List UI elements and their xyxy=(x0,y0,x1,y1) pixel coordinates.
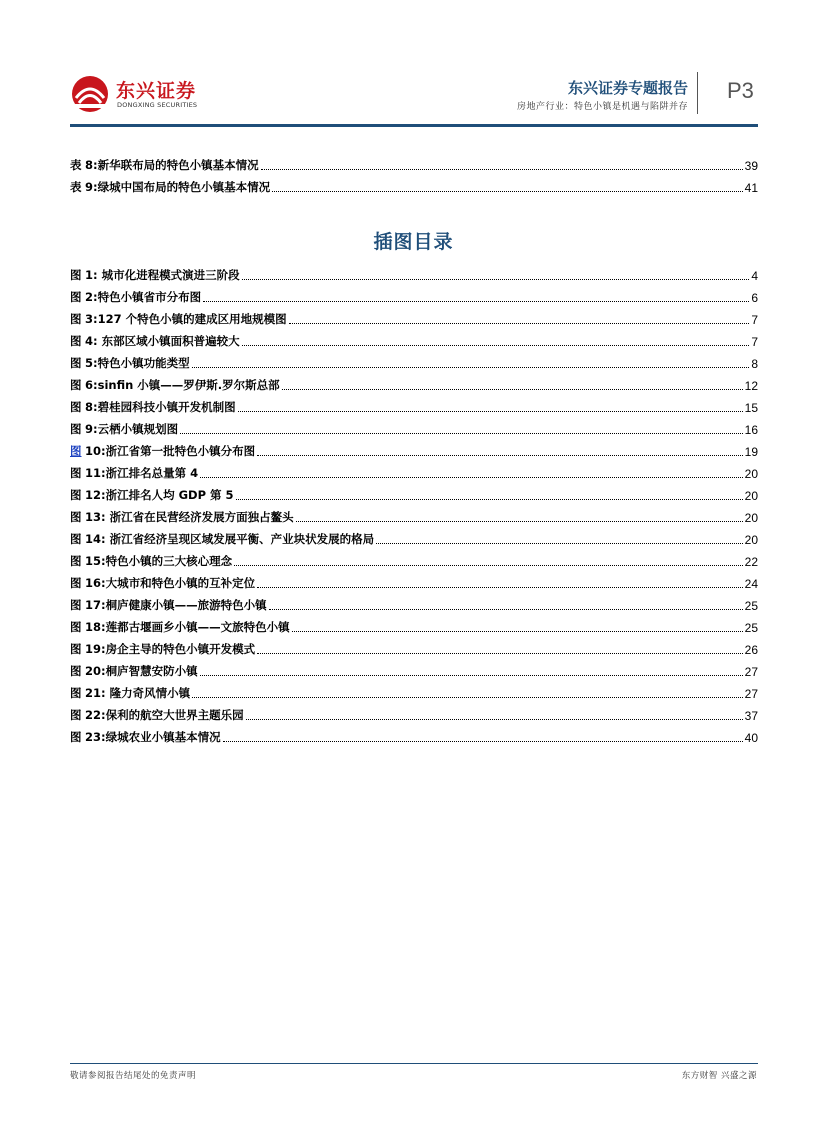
toc-entry-label xyxy=(70,399,236,415)
toc-entry-label xyxy=(70,531,374,547)
toc-entry-title: 6:sinfin 小镇——罗伊斯.罗尔斯总部 xyxy=(85,378,280,392)
toc-entry-title: 14: 浙江省经济呈现区域发展平衡、产业块状发展的格局 xyxy=(85,532,375,546)
toc-entry[interactable] xyxy=(70,723,758,745)
toc-dot-leader xyxy=(203,301,749,302)
toc-entry[interactable] xyxy=(70,481,758,503)
toc-entry-label xyxy=(70,707,244,723)
toc-entry-prefix: 图 xyxy=(70,598,82,612)
toc-entry-title: 13: 浙江省在民营经济发展方面独占鳌头 xyxy=(85,510,294,524)
toc-dot-leader xyxy=(261,169,743,170)
toc-entry[interactable] xyxy=(70,327,758,349)
toc-entry-prefix: 图 xyxy=(70,642,82,656)
toc-entry-label xyxy=(70,311,287,327)
toc-entry-label xyxy=(70,179,270,195)
toc-dot-leader xyxy=(234,565,743,566)
toc-dot-leader xyxy=(257,455,743,456)
toc-entry-title: 10:浙江省第一批特色小镇分布图 xyxy=(85,444,256,458)
toc-dot-leader xyxy=(192,367,750,368)
toc-entry-prefix: 图 xyxy=(70,268,82,282)
toc-entry-prefix: 图 xyxy=(70,620,82,634)
report-title: 东兴证券专题报告 xyxy=(567,79,688,97)
toc-entry-label xyxy=(70,443,255,459)
toc-entry-label xyxy=(70,575,255,591)
toc-entry[interactable] xyxy=(70,173,758,195)
toc-dot-leader xyxy=(192,697,743,698)
toc-entry-title: 8:碧桂园科技小镇开发机制图 xyxy=(85,400,236,414)
toc-entry-title: 15:特色小镇的三大核心理念 xyxy=(85,554,233,568)
toc-entry[interactable] xyxy=(70,349,758,371)
toc-entry-page: 41 xyxy=(744,181,758,195)
report-subtitle: 房地产行业：特色小镇是机遇与陷阱并存 xyxy=(516,102,688,112)
toc-entry-page: 20 xyxy=(744,533,758,547)
toc-entry-page: 19 xyxy=(744,445,758,459)
toc-entry[interactable] xyxy=(70,679,758,701)
toc-entry[interactable] xyxy=(70,305,758,327)
toc-entry-prefix: 图 xyxy=(70,488,82,502)
toc-entry-prefix: 图 xyxy=(70,312,82,326)
toc-entry-page: 20 xyxy=(744,489,758,503)
toc-dot-leader xyxy=(289,323,750,324)
footer-disclaimer: 敬请参阅报告结尾处的免责声明 xyxy=(70,1071,197,1081)
toc-entry-label xyxy=(70,487,234,503)
company-logo xyxy=(70,74,200,114)
toc-entry-label xyxy=(70,421,178,437)
toc-entry-prefix: 图 xyxy=(70,510,82,524)
toc-dot-leader xyxy=(272,191,743,192)
toc-entry-label xyxy=(70,267,240,283)
toc-entry[interactable] xyxy=(70,613,758,635)
toc-entry-title: 23:绿城农业小镇基本情况 xyxy=(85,730,221,744)
toc-entry-prefix: 表 xyxy=(70,158,82,172)
toc-entry-page: 24 xyxy=(744,577,758,591)
footer-slogan: 东方财智 兴盛之源 xyxy=(681,1071,757,1081)
toc-entry[interactable] xyxy=(70,371,758,393)
toc-entry[interactable] xyxy=(70,547,758,569)
toc-entry-title: 1: 城市化进程模式演进三阶段 xyxy=(85,268,240,282)
toc-dot-leader xyxy=(292,631,743,632)
toc-entry[interactable] xyxy=(70,151,758,173)
toc-entry-page: 7 xyxy=(751,335,758,349)
toc-entry-title: 12:浙江排名人均 GDP 第 5 xyxy=(85,488,234,502)
toc-entry-title: 20:桐庐智慧安防小镇 xyxy=(85,664,198,678)
toc-entry-prefix: 图 xyxy=(70,730,82,744)
toc-entry-prefix: 图 xyxy=(70,532,82,546)
toc-dot-leader xyxy=(180,433,743,434)
footer-rule xyxy=(70,1063,758,1064)
toc-entry-label xyxy=(70,333,240,349)
toc-entry-title: 2:特色小镇省市分布图 xyxy=(85,290,202,304)
toc-entry-label xyxy=(70,377,280,393)
toc-dot-leader xyxy=(238,411,743,412)
toc-dot-leader xyxy=(282,389,743,390)
header-rule xyxy=(70,124,758,127)
toc-entry-label xyxy=(70,597,267,613)
tables-toc xyxy=(70,151,758,195)
toc-entry-page: 39 xyxy=(744,159,758,173)
toc-entry-title: 18:莲都古堰画乡小镇——文旅特色小镇 xyxy=(85,620,290,634)
page-number: P3 xyxy=(727,78,754,103)
toc-entry[interactable] xyxy=(70,283,758,305)
toc-entry[interactable] xyxy=(70,503,758,525)
toc-entry-label xyxy=(70,641,255,657)
toc-entry[interactable] xyxy=(70,569,758,591)
toc-dot-leader xyxy=(200,675,743,676)
toc-dot-leader xyxy=(296,521,743,522)
toc-entry-prefix: 图 xyxy=(70,576,82,590)
toc-entry-prefix: 图 xyxy=(70,422,82,436)
toc-entry[interactable] xyxy=(70,701,758,723)
toc-dot-leader xyxy=(236,499,743,500)
toc-entry[interactable] xyxy=(70,393,758,415)
toc-entry-label xyxy=(70,355,190,371)
toc-entry-prefix: 图 xyxy=(70,290,82,304)
toc-entry-label xyxy=(70,465,198,481)
toc-entry-label xyxy=(70,553,232,569)
toc-entry-page: 16 xyxy=(744,423,758,437)
toc-entry[interactable] xyxy=(70,261,758,283)
toc-entry-title: 4: 东部区域小镇面积普遍较大 xyxy=(85,334,240,348)
toc-entry-page: 7 xyxy=(751,313,758,327)
toc-entry-label xyxy=(70,729,221,745)
toc-dot-leader xyxy=(376,543,743,544)
toc-dot-leader xyxy=(246,719,743,720)
toc-entry-prefix: 表 xyxy=(70,180,82,194)
toc-entry-prefix: 图 xyxy=(70,708,82,722)
toc-entry-title: 21: 隆力奇风情小镇 xyxy=(85,686,191,700)
toc-entry[interactable] xyxy=(70,591,758,613)
toc-entry-prefix: 图 xyxy=(70,466,82,480)
toc-entry-label xyxy=(70,663,198,679)
toc-entry-label xyxy=(70,619,290,635)
toc-entry-title: 9:绿城中国布局的特色小镇基本情况 xyxy=(85,180,271,194)
toc-entry-label xyxy=(70,157,259,173)
toc-entry-title: 5:特色小镇功能类型 xyxy=(85,356,190,370)
toc-entry-page: 6 xyxy=(751,291,758,305)
toc-entry-title: 11:浙江排名总量第 4 xyxy=(85,466,199,480)
toc-entry-page: 8 xyxy=(751,357,758,371)
toc-entry-page: 27 xyxy=(744,687,758,701)
toc-entry-prefix: 图 xyxy=(70,356,82,370)
toc-entry[interactable] xyxy=(70,525,758,547)
toc-entry-title: 8:新华联布局的特色小镇基本情况 xyxy=(85,158,259,172)
toc-entry[interactable] xyxy=(70,415,758,437)
toc-dot-leader xyxy=(200,477,743,478)
toc-entry-page: 26 xyxy=(744,643,758,657)
logo-text-en: DONGXING SECURITIES xyxy=(117,101,198,109)
toc-entry-prefix: 图 xyxy=(70,400,82,414)
toc-entry-page: 25 xyxy=(744,621,758,635)
toc-entry-label xyxy=(70,685,190,701)
toc-dot-leader xyxy=(257,653,743,654)
toc-entry[interactable] xyxy=(70,437,758,459)
toc-entry-page: 25 xyxy=(744,599,758,613)
toc-entry-page: 37 xyxy=(744,709,758,723)
toc-entry-page: 20 xyxy=(744,467,758,481)
toc-entry-page: 15 xyxy=(744,401,758,415)
toc-entry-page: 22 xyxy=(744,555,758,569)
toc-entry-title: 19:房企主导的特色小镇开发模式 xyxy=(85,642,256,656)
toc-entry-page: 20 xyxy=(744,511,758,525)
toc-entry-page: 27 xyxy=(744,665,758,679)
logo-text-cn: 东兴证券 xyxy=(116,80,197,102)
toc-entry-link[interactable]: 图 xyxy=(70,444,82,458)
toc-dot-leader xyxy=(257,587,743,588)
toc-dot-leader xyxy=(223,741,743,742)
toc-entry-title: 17:桐庐健康小镇——旅游特色小镇 xyxy=(85,598,267,612)
toc-entry-label xyxy=(70,509,294,525)
toc-entry-page: 4 xyxy=(751,269,758,283)
toc-entry-title: 22:保利的航空大世界主题乐园 xyxy=(85,708,244,722)
toc-entry-title: 9:云栖小镇规划图 xyxy=(85,422,179,436)
toc-entry-prefix: 图 xyxy=(70,334,82,348)
toc-dot-leader xyxy=(242,279,750,280)
toc-entry-title: 3:127 个特色小镇的建成区用地规模图 xyxy=(85,312,287,326)
toc-entry-prefix: 图 xyxy=(70,664,82,678)
toc-entry-title: 16:大城市和特色小镇的互补定位 xyxy=(85,576,256,590)
toc-entry-page: 12 xyxy=(744,379,758,393)
toc-dot-leader xyxy=(269,609,743,610)
toc-entry-label xyxy=(70,289,201,305)
toc-dot-leader xyxy=(242,345,750,346)
logo-mark-icon xyxy=(70,74,110,114)
toc-entry-page: 40 xyxy=(744,731,758,745)
figures-toc xyxy=(70,261,758,745)
toc-entry[interactable] xyxy=(70,635,758,657)
toc-entry-prefix: 图 xyxy=(70,554,82,568)
header-divider xyxy=(697,72,698,114)
toc-entry[interactable] xyxy=(70,459,758,481)
toc-entry-prefix: 图 xyxy=(70,686,82,700)
figures-toc-heading: 插图目录 xyxy=(373,231,454,253)
toc-entry[interactable] xyxy=(70,657,758,679)
toc-entry-prefix: 图 xyxy=(70,378,82,392)
